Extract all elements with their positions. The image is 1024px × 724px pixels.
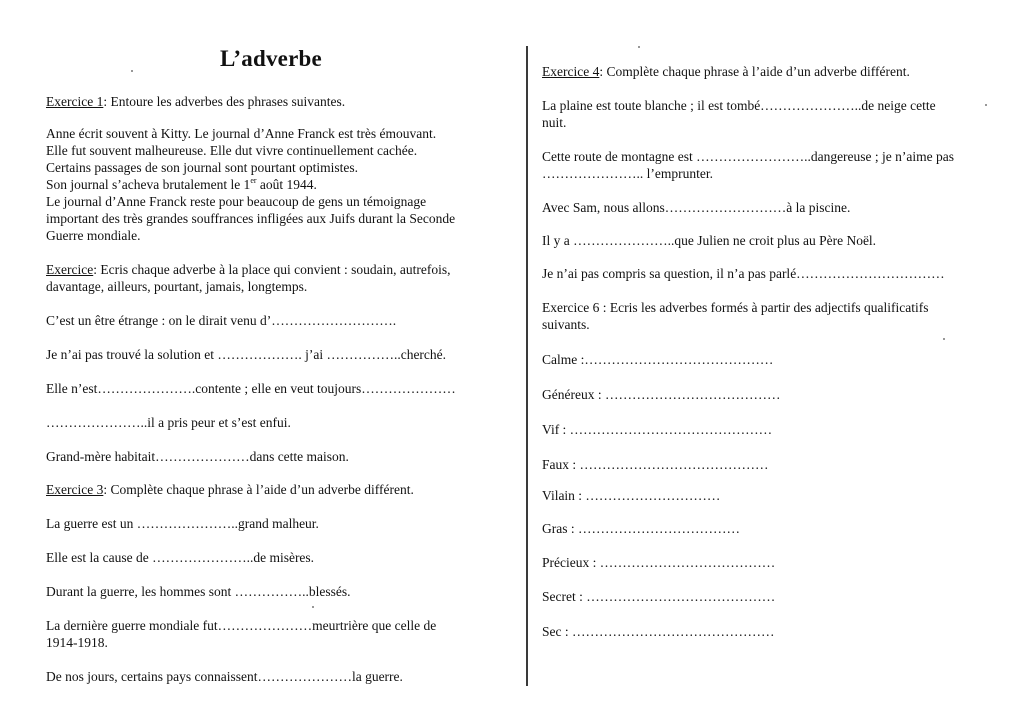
exercise-3-heading-line <box>46 482 414 498</box>
exercise-1-text-line: Guerre mondiale. <box>46 228 141 243</box>
exercise-3-sentence: Durant la guerre, les hommes sont ……………..blessés. <box>46 584 351 599</box>
exercise-6-item: Sec : ……………………………………… <box>542 624 775 639</box>
exercise-2-instruction: : Ecris chaque adverbe à la place qui convient : soudain, autrefois, <box>93 262 451 277</box>
date-superscript: er <box>250 176 257 185</box>
exercise-2-heading: Exercice <box>46 262 94 277</box>
exercise-6-item: Vilain : ………………………… <box>542 488 721 503</box>
date-line-end: août 1944. <box>256 177 317 192</box>
exercise-6-item: Secret : …………………………………… <box>542 589 776 604</box>
exercise-6-item: Précieux : ………………………………… <box>542 555 776 570</box>
exercise-6-item: Calme :…………………………………… <box>542 352 774 367</box>
exercise-6-item: Généreux : ………………………………… <box>542 387 781 402</box>
exercise-4-sentence: La plaine est toute blanche ; il est tombé…………………..de neige cette <box>542 98 936 113</box>
exercise-6-item: Gras : ……………………………… <box>542 521 740 536</box>
exercise-4-heading: Exercice 4 <box>542 64 600 79</box>
exercise-4-instruction: : Complète chaque phrase à l’aide d’un adverbe différent. <box>599 64 910 79</box>
exercise-4-sentence-cont: nuit. <box>542 115 567 130</box>
exercise-2-word-list: davantage, ailleurs, pourtant, jamais, longtemps. <box>46 279 308 294</box>
exercise-4-sentence-cont: ………………….. l’emprunter. <box>542 166 713 181</box>
exercise-1-text-line <box>46 177 317 193</box>
exercise-1-text-line: important des très grandes souffrances infligées aux Juifs durant la Seconde <box>46 211 456 226</box>
exercise-2-sentence: Grand-mère habitait…………………dans cette maison. <box>46 449 349 464</box>
exercise-3-sentence-cont: 1914-1918. <box>46 635 108 650</box>
exercise-4-heading-line <box>542 64 910 80</box>
exercise-1-heading: Exercice 1 <box>46 94 104 109</box>
exercise-2-sentence: C’est un être étrange : on le dirait venu d’………………………. <box>46 313 397 328</box>
exercise-6-heading-cont: suivants. <box>542 317 590 332</box>
page-title: L’adverbe <box>220 46 322 71</box>
exercise-3-sentence: La guerre est un …………………..grand malheur. <box>46 516 319 531</box>
exercise-3-sentence: Elle est la cause de …………………..de misères. <box>46 550 315 565</box>
date-line-start: Son journal s’acheva brutalement le 1 <box>46 177 251 192</box>
exercise-6-heading: Exercice 6 : Ecris les adverbes formés à partir des adjectifs qualificatifs <box>542 300 929 315</box>
scan-speck <box>131 70 133 72</box>
scan-speck <box>638 46 640 48</box>
exercise-1-text-line: Le journal d’Anne Franck reste pour beaucoup de gens un témoignage <box>46 194 427 209</box>
exercise-2-sentence: Je n’ai pas trouvé la solution et ………………. j’ai ……………..cherché. <box>46 347 447 362</box>
exercise-2-sentence: …………………..il a pris peur et s’est enfui. <box>46 415 291 430</box>
exercise-1-instruction: : Entoure les adverbes des phrases suivantes. <box>103 94 346 109</box>
exercise-1-text-line: Certains passages de son journal sont pourtant optimistes. <box>46 160 358 175</box>
exercise-2-sentence: Elle n’est………………….contente ; elle en veut toujours………………… <box>46 381 456 396</box>
exercise-4-sentence: Je n’ai pas compris sa question, il n’a pas parlé…………………………… <box>542 266 945 281</box>
exercise-2-heading-line <box>46 262 450 278</box>
exercise-3-instruction: : Complète chaque phrase à l’aide d’un adverbe différent. <box>103 482 414 497</box>
exercise-1-text-line: Elle fut souvent malheureuse. Elle dut vivre continuellement cachée. <box>46 143 418 158</box>
scan-speck <box>985 104 987 106</box>
exercise-3-sentence: La dernière guerre mondiale fut…………………meurtrière que celle de <box>46 618 437 633</box>
exercise-1-heading-line <box>46 94 345 110</box>
exercise-4-sentence: Il y a …………………..que Julien ne croit plus au Père Noël. <box>542 233 877 248</box>
scan-speck <box>943 338 945 340</box>
exercise-3-heading: Exercice 3 <box>46 482 104 497</box>
exercise-6-item: Vif : ……………………………………… <box>542 422 773 437</box>
exercise-4-sentence: Avec Sam, nous allons………………………à la piscine. <box>542 200 851 215</box>
scan-speck <box>312 606 314 608</box>
exercise-3-sentence: De nos jours, certains pays connaissent…………………la guerre. <box>46 669 403 684</box>
column-divider <box>526 46 528 686</box>
exercise-6-item: Faux : …………………………………… <box>542 457 769 472</box>
exercise-1-text-line: Anne écrit souvent à Kitty. Le journal d’Anne Franck est très émouvant. <box>46 126 437 141</box>
exercise-4-sentence: Cette route de montagne est ……………………..dangereuse ; je n’aime pas <box>542 149 955 164</box>
